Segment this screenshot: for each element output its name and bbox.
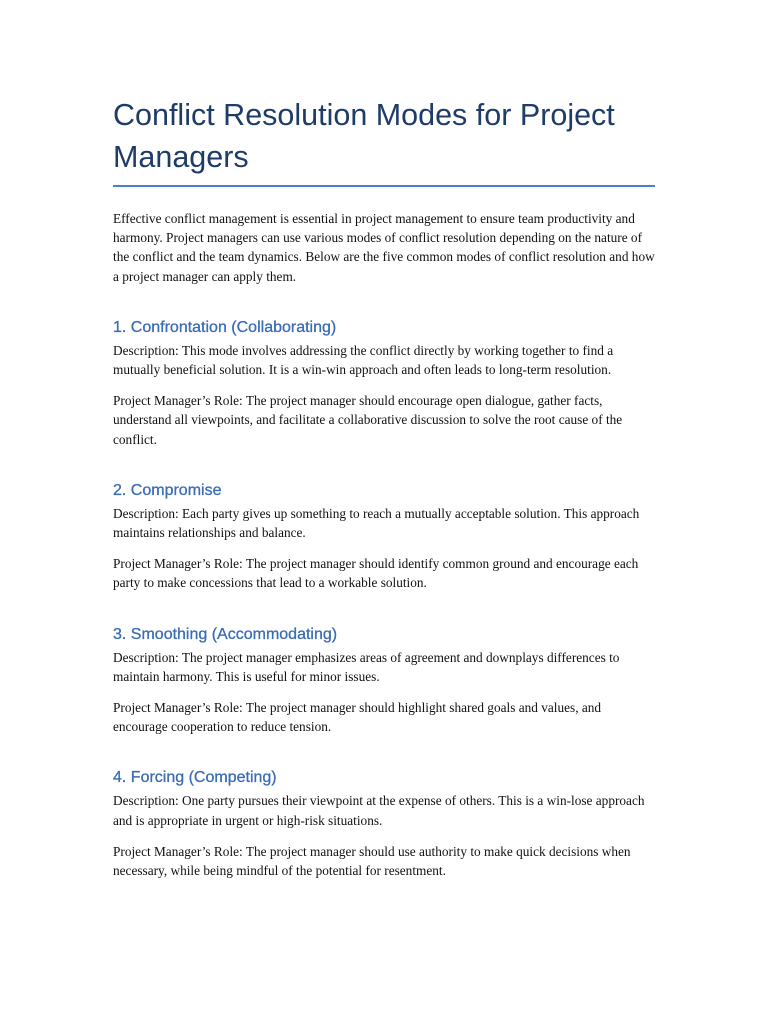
section-description: Description: This mode involves addressing the conflict directly by working together to find a mutually beneficial solution. It is a win-win approach and often leads to long-term resolution. xyxy=(113,342,614,378)
section-description: Description: The project manager emphasizes areas of agreement and downplays differences to maintain harmony. This is useful for minor issues. xyxy=(113,649,620,684)
section-compromise xyxy=(113,481,655,593)
section-heading: 1. Confrontation (Collaborating) xyxy=(113,318,337,336)
section-role: Project Manager’s Role: The project manager should highlight shared goals and values, and encourage cooperation to reduce tension. xyxy=(113,700,602,735)
section-role: Project Manager’s Role: The project manager should encourage open dialogue, gather facts, understand all viewpoints, and facilitate a collaborative discussion to solve the root cause of the conflict. xyxy=(113,393,623,447)
section-smoothing xyxy=(113,625,655,737)
section-heading: 3. Smoothing (Accommodating) xyxy=(113,625,338,643)
section-description: Description: One party pursues their viewpoint at the expense of others. This is a win-lose approach and is appropriate in urgent or high-risk situations. xyxy=(113,793,645,828)
title-divider xyxy=(113,185,655,187)
intro-paragraph: Effective conflict management is essential in project management to ensure team productivity and harmony. Project managers can use various modes of conflict resolution depending on the nature of the conflict and the team dynamics. Below are the five common modes of conflict resolution and how a project manager can apply them. xyxy=(113,211,655,284)
section-forcing xyxy=(113,768,655,880)
section-heading: 2. Compromise xyxy=(113,481,222,499)
document-title: Conflict Resolution Modes for Project Managers xyxy=(113,98,615,174)
section-role: Project Manager’s Role: The project manager should use authority to make quick decisions when necessary, while being mindful of the potential for resentment. xyxy=(113,843,631,879)
section-description: Description: Each party gives up something to reach a mutually acceptable solution. This approach maintains relationships and balance. xyxy=(113,505,640,541)
section-heading: 4. Forcing (Competing) xyxy=(113,769,277,787)
section-role: Project Manager’s Role: The project manager should identify common ground and encourage each party to make concessions that lead to a workable solution. xyxy=(113,556,639,591)
document-page xyxy=(113,90,655,912)
section-confrontation xyxy=(113,318,655,449)
